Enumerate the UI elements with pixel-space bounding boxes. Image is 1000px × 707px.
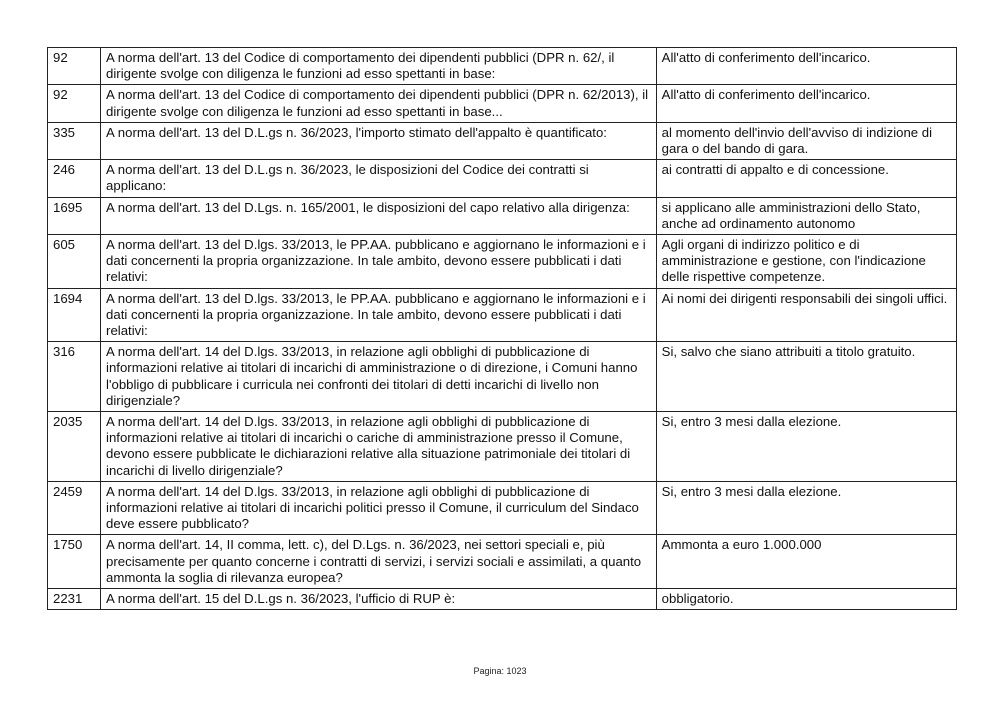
question-number-cell: 1694 [48, 288, 101, 342]
question-text-cell: A norma dell'art. 14 del D.lgs. 33/2013, in relazione agli obblighi di pubblicazione di informazioni relative ai titolari di incarichi politici presso il Comune, il curriculum del Sindaco deve essere pubblicato? [101, 481, 657, 535]
question-text-cell: A norma dell'art. 13 del D.L.gs n. 36/2023, le disposizioni del Codice dei contratti si applicano: [101, 160, 657, 197]
question-text-cell: A norma dell'art. 13 del D.L.gs n. 36/2023, l'importo stimato dell'appalto è quantificato: [101, 122, 657, 159]
question-number-cell: 92 [48, 85, 101, 122]
question-number-cell: 2459 [48, 481, 101, 535]
answer-text-cell: All'atto di conferimento dell'incarico. [656, 85, 956, 122]
question-number-cell: 316 [48, 342, 101, 412]
question-number-cell: 335 [48, 122, 101, 159]
table-row [48, 412, 957, 482]
questions-table-body [48, 48, 957, 610]
table-row [48, 589, 957, 610]
questions-table [47, 47, 957, 610]
question-text-cell: A norma dell'art. 13 del D.lgs. 33/2013, le PP.AA. pubblicano e aggiornano le informazioni e i dati concernenti la propria organizzazione. In tale ambito, devono essere pubblicati i dati relativi: [101, 288, 657, 342]
question-number-cell: 1695 [48, 197, 101, 234]
table-row [48, 48, 957, 85]
question-text-cell: A norma dell'art. 14, II comma, lett. c), del D.Lgs. n. 36/2023, nei settori speciali e, più precisamente per quanto concerne i contratti di servizi, i servizi sociali e assimilati, a quanto ammonta la soglia di rilevanza europea? [101, 535, 657, 589]
question-number-cell: 2035 [48, 412, 101, 482]
answer-text-cell: Si, entro 3 mesi dalla elezione. [656, 481, 956, 535]
question-text-cell: A norma dell'art. 13 del D.Lgs. n. 165/2001, le disposizioni del capo relativo alla dirigenza: [101, 197, 657, 234]
table-row [48, 481, 957, 535]
table-row [48, 342, 957, 412]
question-text-cell: A norma dell'art. 13 del Codice di comportamento dei dipendenti pubblici (DPR n. 62/2013), il dirigente svolge con diligenza le funzioni ad esso spettanti in base... [101, 85, 657, 122]
table-row [48, 160, 957, 197]
question-text-cell: A norma dell'art. 13 del Codice di comportamento dei dipendenti pubblici (DPR n. 62/, il dirigente svolge con diligenza le funzioni ad esso spettanti in base: [101, 48, 657, 85]
answer-text-cell: ai contratti di appalto e di concessione. [656, 160, 956, 197]
answer-text-cell: Agli organi di indirizzo politico e di amministrazione e gestione, con l'indicazione delle rispettive competenze. [656, 235, 956, 289]
answer-text-cell: Ammonta a euro 1.000.000 [656, 535, 956, 589]
question-text-cell: A norma dell'art. 13 del D.lgs. 33/2013, le PP.AA. pubblicano e aggiornano le informazioni e i dati concernenti la propria organizzazione. In tale ambito, devono essere pubblicati i dati relativi: [101, 235, 657, 289]
table-row [48, 288, 957, 342]
question-number-cell: 92 [48, 48, 101, 85]
table-row [48, 535, 957, 589]
answer-text-cell: Ai nomi dei dirigenti responsabili dei singoli uffici. [656, 288, 956, 342]
answer-text-cell: al momento dell'invio dell'avviso di indizione di gara o del bando di gara. [656, 122, 956, 159]
table-row [48, 122, 957, 159]
question-text-cell: A norma dell'art. 15 del D.L.gs n. 36/2023, l'ufficio di RUP è: [101, 589, 657, 610]
question-number-cell: 2231 [48, 589, 101, 610]
question-number-cell: 605 [48, 235, 101, 289]
answer-text-cell: Si, entro 3 mesi dalla elezione. [656, 412, 956, 482]
question-text-cell: A norma dell'art. 14 del D.lgs. 33/2013, in relazione agli obblighi di pubblicazione di informazioni relative ai titolari di incarichi o cariche di amministrazione presso il Comune, devono essere pubblicate le dichiarazioni relative alla situazione patrimoniale dei titolari di incarichi di livello dirigenziale? [101, 412, 657, 482]
table-row [48, 197, 957, 234]
question-number-cell: 1750 [48, 535, 101, 589]
question-number-cell: 246 [48, 160, 101, 197]
answer-text-cell: obbligatorio. [656, 589, 956, 610]
page-number: Pagina: 1023 [473, 666, 527, 676]
question-text-cell: A norma dell'art. 14 del D.lgs. 33/2013, in relazione agli obblighi di pubblicazione di informazioni relative ai titolari di incarichi di amministrazione o di direzione, i Comuni hanno l'obbligo di pubblicare i curricula nei confronti dei titolari di detti incarichi di livello non dirigenziale? [101, 342, 657, 412]
answer-text-cell: si applicano alle amministrazioni dello Stato, anche ad ordinamento autonomo [656, 197, 956, 234]
table-row [48, 235, 957, 289]
answer-text-cell: Si, salvo che siano attribuiti a titolo gratuito. [656, 342, 956, 412]
table-row [48, 85, 957, 122]
answer-text-cell: All'atto di conferimento dell'incarico. [656, 48, 956, 85]
